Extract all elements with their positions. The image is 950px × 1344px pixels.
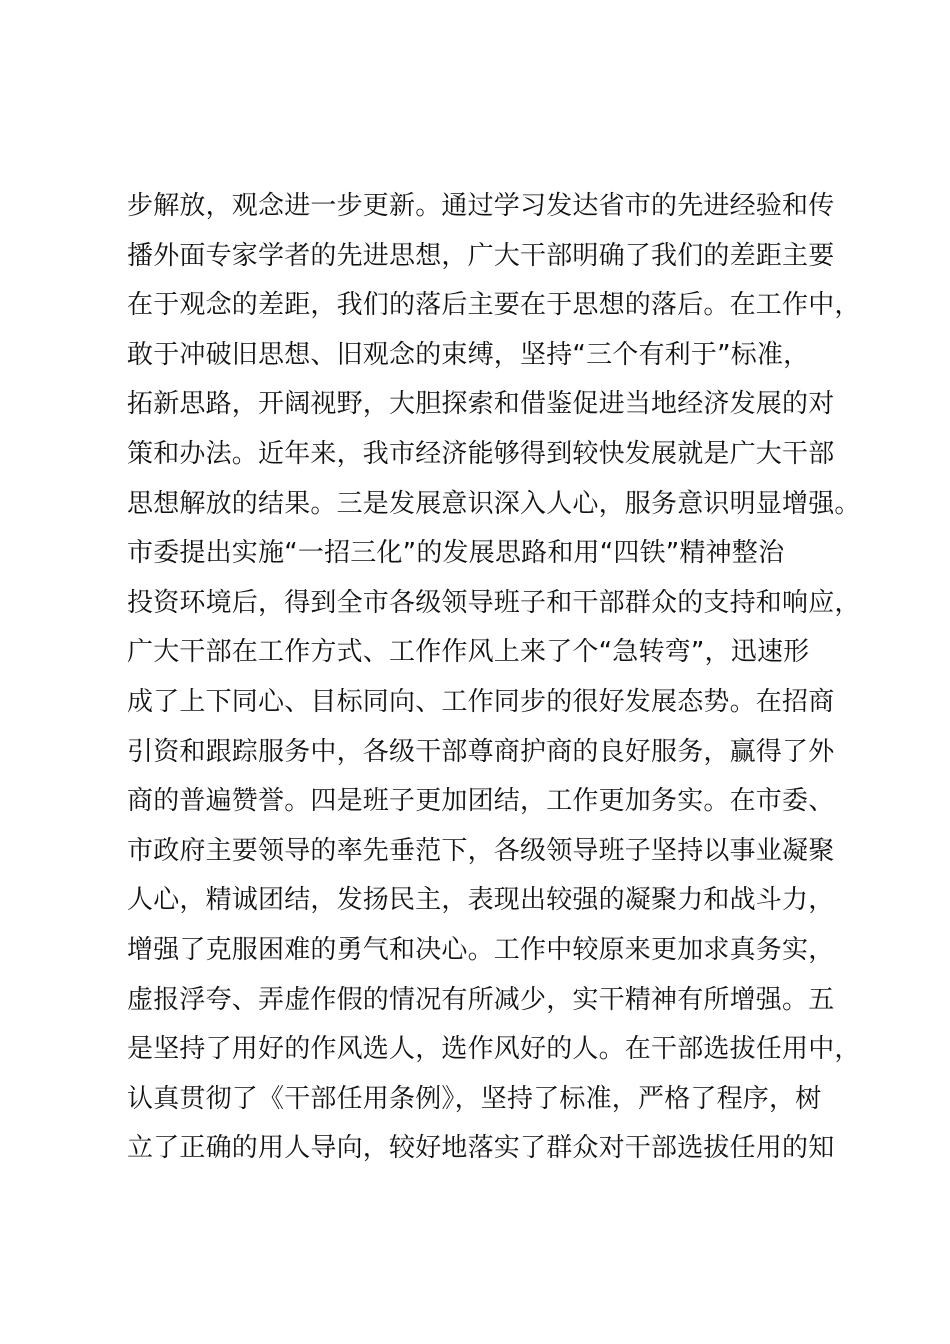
text-line: 步解放，观念进一步更新。通过学习发达省市的先进经验和传 xyxy=(127,191,835,221)
text-line: 认真贯彻了《干部任用条例》，坚持了标准，严格了程序，树 xyxy=(127,1083,822,1114)
text-line: 人心，精诚团结，发扬民主，表现出较强的凝聚力和战斗力， xyxy=(127,885,835,916)
text-line: 拓新思路，开阔视野，大胆探索和借鉴促进当地经济发展的对 xyxy=(127,389,835,420)
text-line: 引资和跟踪服务中，各级干部尊商护商的良好服务，赢得了外 xyxy=(127,736,835,767)
text-line: 播外面专家学者的先进思想，广大干部明确了我们的差距主要 xyxy=(127,240,835,271)
text-line: 商的普遍赞誉。四是班子更加团结，工作更加务实。在市委、 xyxy=(127,786,835,817)
text-line: 思想解放的结果。三是发展意识深入人心，服务意识明显增强。 xyxy=(127,488,861,519)
text-line: 广大干部在工作方式、工作作风上来了个“急转弯”，迅速形 xyxy=(127,637,810,668)
text-line: 市政府主要领导的率先垂范下，各级领导班子坚持以事业凝聚 xyxy=(127,835,835,866)
text-line: 立了正确的用人导向，较好地落实了群众对干部选拔任用的知 xyxy=(127,1133,835,1164)
text-line: 增强了克服困难的勇气和决心。工作中较原来更加求真务实， xyxy=(127,934,835,965)
text-line: 是坚持了用好的作风选人，选作风好的人。在干部选拔任用中， xyxy=(127,1034,861,1065)
text-line: 在于观念的差距，我们的落后主要在于思想的落后。在工作中， xyxy=(127,290,861,321)
text-line: 投资环境后，得到全市各级领导班子和干部群众的支持和响应， xyxy=(127,587,861,618)
text-line: 成了上下同心、目标同向、工作同步的很好发展态势。在招商 xyxy=(127,686,835,717)
body-paragraph xyxy=(127,182,867,1174)
text-line: 市委提出实施“一招三化”的发展思路和用“四铁”精神整治 xyxy=(127,538,785,569)
text-line: 策和办法。近年来，我市经济能够得到较快发展就是广大干部 xyxy=(127,438,835,469)
text-line: 虚报浮夸、弄虚作假的情况有所减少，实干精神有所增强。五 xyxy=(127,984,835,1015)
text-line: 敢于冲破旧思想、旧观念的束缚，坚持“三个有利于”标准， xyxy=(127,339,810,370)
